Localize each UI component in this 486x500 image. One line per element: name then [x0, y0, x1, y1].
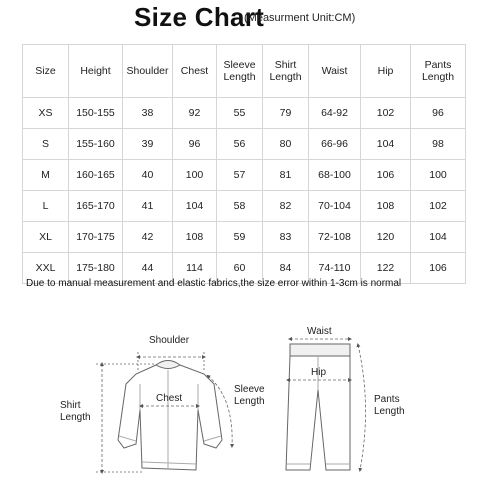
column-header-height: Height	[69, 45, 123, 98]
table-cell: 64-92	[309, 98, 361, 129]
table-cell: 81	[263, 160, 309, 191]
table-cell: 82	[263, 191, 309, 222]
measurement-diagrams	[0, 300, 486, 500]
table-cell: M	[23, 160, 69, 191]
pants-length-label-text: Pants	[374, 394, 400, 405]
hip-label: Hip	[311, 367, 327, 378]
table-cell: 120	[361, 222, 411, 253]
size-error-note: Due to manual measurement and elastic fabrics,the size error within 1-3cm is normal	[26, 278, 402, 289]
table-cell: S	[23, 129, 69, 160]
table-cell: 72-108	[309, 222, 361, 253]
column-header-shoulder: Shoulder	[123, 45, 173, 98]
label-line: Length	[60, 412, 91, 423]
pants-measure-lines	[288, 339, 366, 470]
table-cell: 102	[411, 191, 466, 222]
table-cell: 56	[217, 129, 263, 160]
table-header-row	[23, 45, 466, 98]
column-header-shirt-length	[263, 45, 309, 98]
shirt-body	[118, 365, 222, 470]
table-cell: 96	[411, 98, 466, 129]
table-cell: 44	[123, 253, 173, 284]
pants-illustration	[286, 344, 350, 470]
column-header-hip: Hip	[361, 45, 411, 98]
table-cell: 100	[173, 160, 217, 191]
table-cell: 114	[173, 253, 217, 284]
table-cell: 102	[361, 98, 411, 129]
table-cell: 155-160	[69, 129, 123, 160]
table-cell: 40	[123, 160, 173, 191]
shirt-collar	[156, 361, 180, 369]
column-header-text: Pants Length	[421, 58, 455, 83]
table-cell: 104	[173, 191, 217, 222]
sleeve-length-label	[234, 384, 267, 407]
shirt-illustration	[118, 361, 222, 471]
table-cell: 79	[263, 98, 309, 129]
table-cell: 38	[123, 98, 173, 129]
table-cell: 106	[361, 160, 411, 191]
table-row	[23, 160, 466, 191]
table-cell: 106	[411, 253, 466, 284]
pants-length-measure-line	[358, 345, 366, 470]
table-cell: 98	[411, 129, 466, 160]
table-row	[23, 222, 466, 253]
table-cell: 60	[217, 253, 263, 284]
table-cell: 74-110	[309, 253, 361, 284]
table-cell: 165-170	[69, 191, 123, 222]
unit-note: (Measurment Unit:CM)	[244, 12, 356, 24]
table-cell: 104	[411, 222, 466, 253]
table-cell: 59	[217, 222, 263, 253]
column-header-sleeve-length	[217, 45, 263, 98]
table-row	[23, 98, 466, 129]
table-cell: 92	[173, 98, 217, 129]
table-cell: 104	[361, 129, 411, 160]
table-cell: 170-175	[69, 222, 123, 253]
size-chart-table	[22, 44, 466, 284]
table-cell: L	[23, 191, 69, 222]
pants-length-label	[374, 394, 405, 417]
table-cell: XL	[23, 222, 69, 253]
waist-label: Waist	[307, 326, 332, 337]
table-cell: 55	[217, 98, 263, 129]
column-header-size: Size	[23, 45, 69, 98]
column-header-text: Sleeve Length	[223, 58, 256, 83]
table-cell: 80	[263, 129, 309, 160]
column-header-pants-length	[411, 45, 466, 98]
table-row	[23, 129, 466, 160]
table-cell: 122	[361, 253, 411, 284]
table-cell: 83	[263, 222, 309, 253]
table-cell: 96	[173, 129, 217, 160]
label-line: Length	[234, 396, 265, 407]
table-cell: 175-180	[69, 253, 123, 284]
sleeve-measure-line	[208, 376, 232, 446]
pants-waistband	[290, 344, 350, 356]
shirt-hem	[142, 462, 196, 464]
column-header-waist: Waist	[309, 45, 361, 98]
table-cell: 57	[217, 160, 263, 191]
table-cell: 68-100	[309, 160, 361, 191]
chest-label: Chest	[156, 393, 183, 404]
table-cell: 42	[123, 222, 173, 253]
table-cell: 160-165	[69, 160, 123, 191]
shoulder-label: Shoulder	[149, 335, 190, 346]
column-header-text: Shirt Length	[269, 58, 302, 83]
title-row	[0, 0, 486, 34]
table-cell: 150-155	[69, 98, 123, 129]
table-cell: XXL	[23, 253, 69, 284]
shirt-measure-lines	[96, 352, 232, 472]
shirt-length-label	[60, 400, 91, 423]
table-cell: 39	[123, 129, 173, 160]
table-cell: 84	[263, 253, 309, 284]
shirt-length-label-text: Shirt	[60, 400, 81, 411]
table-cell: 100	[411, 160, 466, 191]
table-cell: 70-104	[309, 191, 361, 222]
table-cell: 108	[361, 191, 411, 222]
table-cell: 58	[217, 191, 263, 222]
page-title: Size Chart	[134, 2, 265, 32]
label-line: Length	[374, 406, 405, 417]
table-row	[23, 191, 466, 222]
table-cell: 108	[173, 222, 217, 253]
table-cell: 66-96	[309, 129, 361, 160]
shirt-cuff	[119, 436, 221, 441]
table-cell: XS	[23, 98, 69, 129]
sleeve-length-label-text: Sleeve	[234, 384, 265, 395]
column-header-chest: Chest	[173, 45, 217, 98]
table-cell: 41	[123, 191, 173, 222]
